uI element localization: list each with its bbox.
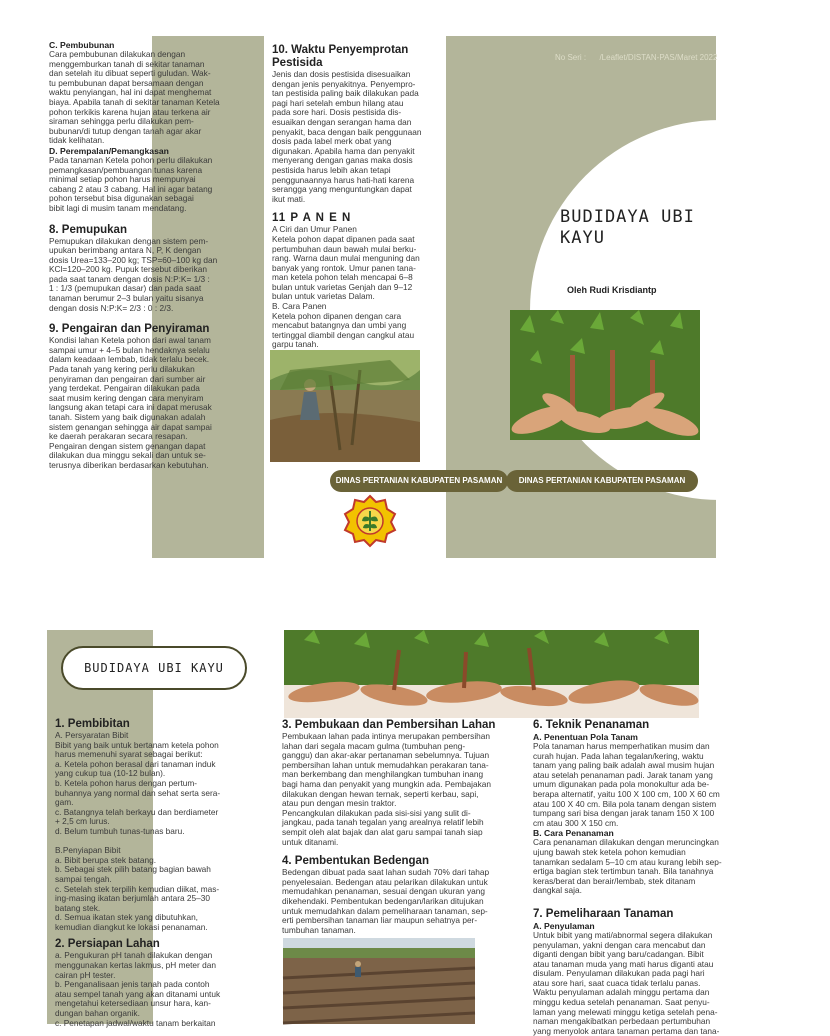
- section-title: 4. Pembentukan Bedengan: [282, 855, 429, 868]
- section-title: 2. Persiapan Lahan: [55, 938, 160, 951]
- section-text: Cara pembubunan dilakukan dengan menggemburkan tanah di sekitar tanaman dan setelah itu dibuat seperti guludan. Wak- tu pembubunan dapat bersamaan dengan waktu penyiangan, hal ini dapat menghemat biaya. Apabila tanah di sekitar tanaman Ketela pohon terkikis karena hujan atau terkena air siraman sehingga perlu dilakukan pem- bubunan/di tutup dengan tanah agar akar tidak kelihatan.: [49, 49, 220, 146]
- section-text: Untuk bibit yang mati/abnormal segera dilakukan penyulaman, yakni dengan cara mencabut dan diganti dengan bibit yang baru/cadangan. Bibit atau tanaman muda yang mati harus diganti atau disulam. Penyulaman dilakukan pada pagi hari atau sore hari, saat cuaca tidak terlalu panas. Waktu penyulaman adalah minggu pertama dan minggu kedua setelah penanaman. Saat penyu- laman yang melewati minggu ketiga setelah pena- naman mengakibatkan perbedaan pertumbuhan yang menyolok antara tanaman pertama dan tana-: [533, 929, 720, 1036]
- cassava-photo: [510, 310, 700, 440]
- section-text: Cara penanaman dilakukan dengan meruncingkan ujung bawah stek ketela pohon kemudian tanamkan sedalam 5–10 cm atau kurang lebih sep- ertiga bagian stek tertimbun tanah. Bila tanahnya keras/berat dan berair/lembab, stek ditanam dangkal saja.: [533, 837, 722, 896]
- inner-title: BUDIDAYA UBI KAYU: [61, 646, 247, 690]
- field-photo: [283, 938, 475, 1024]
- section-text: A. Persyaratan Bibit Bibit yang baik untuk bertanam ketela pohon harus memenuhi syarat sebagai berikut: a. Ketela pohon berasal dari tanaman induk yang cukup tua (10-12 bulan). b. Ketela pohon harus dengan pertum- buhannya yang normal dan sehat serta sera- gam. c. Batangnya telah berkayu dan berdiameter + 2,5 cm lurus. d. Belum tumbuh tunas-tunas baru. B.Penyiapan Bibit a. Bibit berupa stek batang. b. Sebagai stek pilih batang bagian bawah sampai tengah. c. Setelah stek terpilih kemudian diikat, mas- ing-masing ikatan berjumlah antara 25–30 batang stek. d. Semua ikatan stek yang dibutuhkan, kemudian diangkut ke lokasi penanaman.: [55, 730, 221, 932]
- section-heading: A. Penentuan Pola Tanam: [533, 732, 638, 742]
- section-text: Pola tanaman harus memperhatikan musim dan curah hujan. Pada lahan tegalan/kering, waktu tanam yang paling baik adalah awal musim hujan atau setelah penanaman padi. Jarak tanam yang umum digunakan pada pola monokultur ada be- berapa alternatif, yaitu 100 X 100 cm, 100 X 60 cm atau 100 X 40 cm. Bila pola tanam dengan sistem tumpang sari bisa dengan jarak tanam 150 X 100 cm atau 300 X 150 cm.: [533, 741, 720, 828]
- cover-author: Oleh Rudi Krisdiantp: [567, 285, 657, 295]
- section-text: Bedengan dibuat pada saat lahan sudah 70% dari tahap penyelesaian. Bedengan atau pelarikan dilakukan untuk memudahkan penanaman, sesuai dengan ukuran yang dikehendaki. Pembentukan bedengan/larikan ditujukan untuk memudahkan dalam pemeliharaan tanaman, sep- erti pembersihan tanaman liar maupun sehatnya per- tumbuhan tanaman.: [282, 867, 490, 935]
- section-title: 3. Pembukaan dan Pembersihan Lahan: [282, 719, 496, 731]
- harvest-photo: [270, 350, 420, 462]
- section-title: 7. Pemeliharaan Tanaman: [533, 907, 674, 920]
- serial-number: No Seri : /Leaflet/DISTAN-PAS/Maret 2022: [555, 53, 718, 62]
- section-text: Pada tanaman Ketela pohon perlu dilakukan pemangkasan/pembuangan tunas karena minimal setiap pohon harus mempunyai cabang 2 atau 3 cabang. Hal ini agar batang pohon tersebut bisa digunakan sebagai bibit lagi di musim tanam mendatang.: [49, 154, 213, 213]
- cassava-banner-photo: [284, 630, 699, 718]
- section-text: Pemupukan dilakukan dengan sistem pem- upukan berimbang antara N, P, K dengan dosis Urea=133–200 kg; TSP=60–100 kg dan KCl=120–200 kg. Pupuk tersebut diberikan pada saat tanam dengan dosis N:P:K= 1/3 : 1 : 1/3 (pemupukan dasar) dan pada saat tanaman berumur 2–3 bulan yaitu sisanya dengan dosis N:P:K= 2/3 : 0 : 2/3.: [49, 235, 218, 313]
- section-text: Jenis dan dosis pestisida disesuaikan dengan jenis penyakitnya. Penyempro- tan pestisida paling baik dilakukan pada pagi hari setelah embun hilang atau pada sore hari. Dosis pestisida dis- esuaikan dengan serangan hama dan penyakit, baca dengan baik penggunaan dosis pada label merk obat yang digunakan. Apabila hama dan penyakit menyerang dengan ganas maka dosis pestisida harus lebih akan tetapi penggunaannya harus hati-hati karena serangga yang menguntungkan dapat ikut mati.: [272, 69, 422, 204]
- inner-column-2: [282, 719, 512, 935]
- section-title: 8. Pemupukan: [49, 223, 127, 236]
- ministry-logo-icon: [343, 494, 397, 548]
- leaflet-inner-page: [0, 610, 768, 1036]
- section-title: 1. Pembibitan: [55, 718, 130, 730]
- section-heading: B. Cara Penanaman: [533, 828, 614, 839]
- section-text: A Ciri dan Umur Panen Ketela pohon dapat dipanen pada saat pertumbuhan daun bawah mulai berku- rang. Warna daun mulai menguning dan banyak yang rontok. Umur panen tana- man ketela pohon telah mencapai 6–8 bulan untuk varietas Genjah dan 9–12 bulan untuk varietas Dalam. B. Cara Panen Ketela pohon dipanen dengan cara mencabut batangnya dan umbi yang tertinggal diambil dengan cangkul atau garpu tanah.: [272, 224, 420, 350]
- column-2: [272, 44, 437, 350]
- section-text: Pembukaan lahan pada intinya merupakan pembersihan lahan dari segala macam gulma (tumbuhan peng- ganggu) dan akar-akar pertanaman sebelumnya. Tujuan pembersihan lahan untuk memudahkan perakaran tana- man berkembang dan menghilangkan tumbuhan inang bagi hama dan penyakit yang mungkin ada. Pembajakan dilakukan dengan hewan ternak, seperti kerbau, sapi, atau pun dengan mesin traktor. Pencangkulan dilakukan pada sisi-sisi yang sulit di- jangkau, pada tanah tegalan yang arealnya relatif lebih sempit oleh alat bajak dan alat garu sampai tanah siap untuk ditanami.: [282, 731, 491, 847]
- section-text: a. Pengukuran pH tanah dilakukan dengan menggunakan kertas lakmus, pH meter dan cairan pH tester. b. Penganalisaan jenis tanah pada contoh atau sempel tanah yang akan ditanami untuk mengetahui ketersediaan unsur hara, kan- dungan bahan organik. c. Penetapan jadwal/waktu tanam berkaitan: [55, 950, 221, 1028]
- column-1: [49, 40, 259, 471]
- section-heading: A. Penyulaman: [533, 920, 595, 931]
- inner-column-1: [55, 718, 260, 1028]
- section-title: 11 P A N E N: [272, 212, 352, 225]
- section-heading: C. Pembubunan: [49, 40, 115, 50]
- inner-column-3: [533, 719, 733, 1036]
- department-pill: DINAS PERTANIAN KABUPATEN PASAMAN: [330, 470, 508, 492]
- section-title: 10. Waktu Penyemprotan Pestisida: [272, 44, 409, 69]
- section-heading: D. Perempalan/Pemangkasan: [49, 145, 169, 156]
- section-text: Kondisi lahan Ketela pohon dari awal tanam sampai umur + 4–5 bulan hendaknya selalu dalam keadaan lembab, tidak terlalu becek. Pada tanah yang kering perlu dilakukan penyiraman dan pengairan dari sumber air yang terdekat. Pengairan dilakukan pada saat musim kering dengan cara menyiram langsung akan tetapi cara ini dapat merusak tanah. Sistem yang baik digunakan adalah sistem genangan sehingga air dapat sampai ke daerah perakaran secara resapan. Pengairan dengan sistem genangan dapat dilakukan dua minggu sekali dan untuk se- terusnya diberikan berdasarkan kebutuhan.: [49, 335, 212, 470]
- section-title: 6. Teknik Penanaman: [533, 719, 650, 731]
- section-title: 9. Pengairan dan Penyiraman: [49, 323, 210, 336]
- cover-department-pill: DINAS PERTANIAN KABUPATEN PASAMAN: [506, 470, 698, 492]
- cover-title: BUDIDAYA UBI KAYU: [560, 207, 695, 248]
